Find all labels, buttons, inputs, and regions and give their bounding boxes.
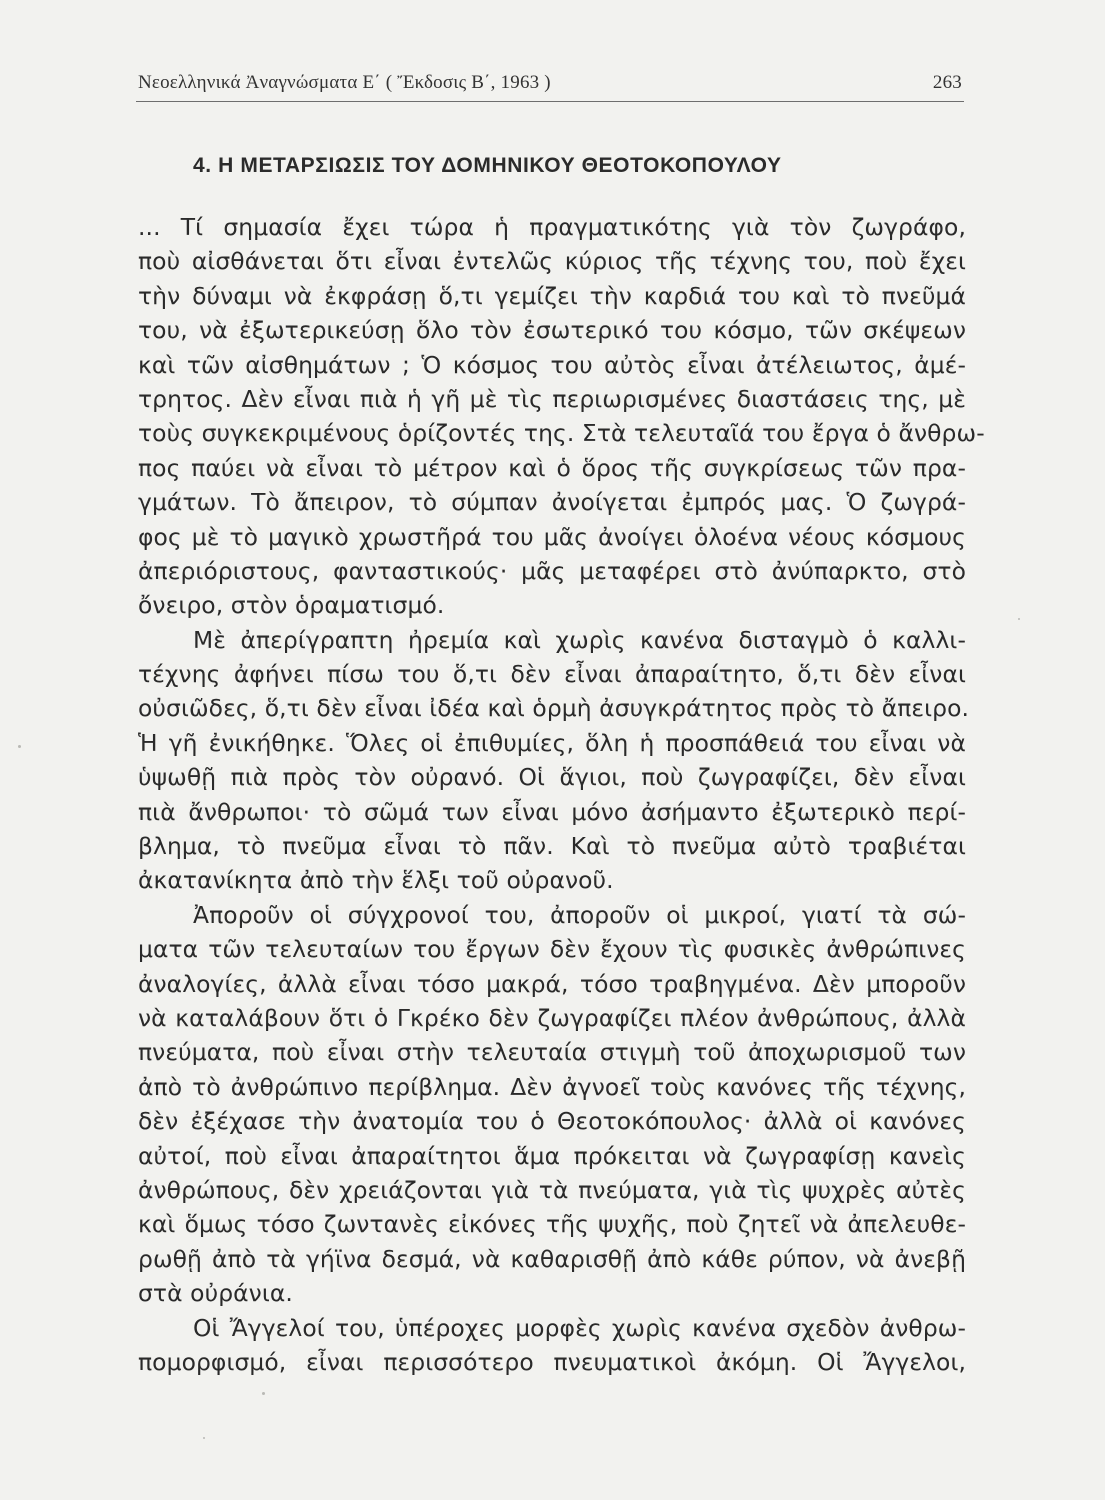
text-line: φος μὲ τὸ μαγικὸ χρωστῆρά του μᾶς ἀνοίγει ὁλοένα νέους κόσμους: [138, 522, 966, 551]
text-line: καὶ ὅμως τόσο ζωντανὲς εἰκόνες τῆς ψυχῆς, ποὺ ζητεῖ νὰ ἀπελευθε-: [138, 1210, 966, 1239]
text-line: τὴν δύναμι νὰ ἐκφράσῃ ὅ,τι γεμίζει τὴν καρδιά του καὶ τὸ πνεῦμά: [138, 281, 966, 310]
text-line: Οἱ Ἄγγελοί του, ὑπέροχες μορφὲς χωρὶς κανένα σχεδὸν ἀνθρω-: [193, 1313, 966, 1342]
text-line: ματα τῶν τελευταίων του ἔργων δὲν ἔχουν τὶς φυσικὲς ἀνθρώπινες: [138, 935, 966, 964]
scan-speck: [203, 1437, 205, 1439]
text-line: πνεύματα, ποὺ εἶναι στὴν τελευταία στιγμὴ τοῦ ἀποχωρισμοῦ των: [138, 1038, 966, 1067]
text-line: ὑψωθῇ πιὰ πρὸς τὸν οὐρανό. Οἱ ἅγιοι, ποὺ ζωγραφίζει, δὲν εἶναι: [138, 763, 966, 792]
text-line: ... Τί σημασία ἔχει τώρα ἡ πραγματικότης γιὰ τὸν ζωγράφο,: [138, 213, 966, 241]
text-line: στὰ οὐράνια.: [138, 1279, 293, 1308]
text-line: ἀπεριόριστους, φανταστικούς· μᾶς μεταφέρει στὸ ἀνύπαρκτο, στὸ: [138, 556, 966, 585]
text-line: τοὺς συγκεκριμένους ὁρίζοντές της. Στὰ τελευταῖά του ἔργα ὁ ἄνθρω-: [138, 419, 985, 448]
text-line: νὰ καταλάβουν ὅτι ὁ Γκρέκο δὲν ζωγραφίζει πλέον ἀνθρώπους, ἀλλὰ: [138, 1003, 966, 1032]
text-line: Μὲ ἀπερίγραπτη ἠρεμία καὶ χωρὶς κανένα δισταγμὸ ὁ καλλι-: [193, 625, 966, 654]
text-line: ἀνθρώπους, δὲν χρειάζονται γιὰ τὰ πνεύματα, γιὰ τὶς ψυχρὲς αὐτὲς: [138, 1175, 966, 1204]
text-line: τρητος. Δὲν εἶναι πιὰ ἡ γῆ μὲ τὶς περιωρισμένες διαστάσεις της, μὲ: [138, 384, 966, 413]
body-text: [138, 210, 985, 1379]
text-line: πομορφισμό, εἶναι περισσότερο πνευματικοὶ ἀκόμη. Οἱ Ἄγγελοι,: [138, 1347, 966, 1376]
text-line: ποὺ αἰσθάνεται ὅτι εἶναι ἐντελῶς κύριος τῆς τέχνης του, ποὺ ἔχει: [138, 247, 966, 276]
text-line: ἀπὸ τὸ ἀνθρώπινο περίβλημα. Δὲν ἀγνοεῖ τοὺς κανόνες τῆς τέχνης,: [138, 1072, 966, 1101]
chapter-title: 4. Η ΜΕΤΑΡΣΙΩΣΙΣ ΤΟΥ ΔΟΜΗΝΙΚΟΥ ΘΕΟΤΟΚΟΠΟΥΛΟΥ: [193, 154, 782, 177]
scan-speck: [18, 745, 21, 748]
text-line: του, νὰ ἐξωτερικεύσῃ ὅλο τὸν ἐσωτερικό του κόσμο, τῶν σκέψεων: [138, 316, 966, 345]
text-line: δὲν ἐξέχασε τὴν ἀνατομία του ὁ Θεοτοκόπουλος· ἀλλὰ οἱ κανόνες: [138, 1107, 966, 1136]
header-rule: [136, 101, 964, 102]
text-line: Ἡ γῆ ἐνικήθηκε. Ὅλες οἱ ἐπιθυμίες, ὅλη ἡ προσπάθειά του εἶναι νὰ: [138, 728, 966, 757]
page-number: 263: [932, 72, 962, 93]
text-line: καὶ τῶν αἰσθημάτων ; Ὁ κόσμος του αὐτὸς εἶναι ἀτέλειωτος, ἀμέ-: [138, 350, 966, 379]
text-line: πιὰ ἄνθρωποι· τὸ σῶμά των εἶναι μόνο ἀσήμαντο ἐξωτερικὸ περί-: [138, 797, 966, 826]
text-line: πος παύει νὰ εἶναι τὸ μέτρον καὶ ὁ ὅρος τῆς συγκρίσεως τῶν πρα-: [138, 453, 966, 482]
text-line: ἀκατανίκητα ἀπὸ τὴν ἕλξι τοῦ οὐρανοῦ.: [138, 866, 614, 895]
running-header-title: Νεοελληνικά Ἀναγνώσματα Ε΄ ( Ἔκδοσις Β΄, 1963 ): [138, 72, 551, 93]
text-line: βλημα, τὸ πνεῦμα εἶναι τὸ πᾶν. Καὶ τὸ πνεῦμα αὐτὸ τραβιέται: [138, 832, 966, 861]
text-line: γμάτων. Τὸ ἄπειρον, τὸ σύμπαν ἀνοίγεται ἐμπρός μας. Ὁ ζωγρά-: [138, 488, 966, 517]
text-line: οὐσιῶδες, ὅ,τι δὲν εἶναι ἰδέα καὶ ὁρμὴ ἀσυγκράτητος πρὸς τὸ ἄπειρο.: [138, 694, 970, 723]
scan-speck: [1018, 618, 1020, 620]
text-line: αὐτοί, ποὺ εἶναι ἀπαραίτητοι ἅμα πρόκειται νὰ ζωγραφίσῃ κανεὶς: [138, 1141, 966, 1170]
running-header: [138, 70, 962, 100]
text-line: ἀναλογίες, ἀλλὰ εἶναι τόσο μακρά, τόσο τραβηγμένα. Δὲν μποροῦν: [138, 969, 966, 998]
text-line: τέχνης ἀφήνει πίσω του ὅ,τι δὲν εἶναι ἀπαραίτητο, ὅ,τι δὲν εἶναι: [138, 660, 966, 689]
text-line: Ἀποροῦν οἱ σύγχρονοί του, ἀποροῦν οἱ μικροί, γιατί τὰ σώ-: [193, 900, 966, 929]
text-line: ρωθῇ ἀπὸ τὰ γήϊνα δεσμά, νὰ καθαρισθῇ ἀπὸ κάθε ρύπον, νὰ ἀνεβῇ: [138, 1244, 966, 1273]
text-line: ὄνειρο, στὸν ὁραματισμό.: [138, 591, 445, 620]
scan-speck: [262, 1392, 265, 1395]
